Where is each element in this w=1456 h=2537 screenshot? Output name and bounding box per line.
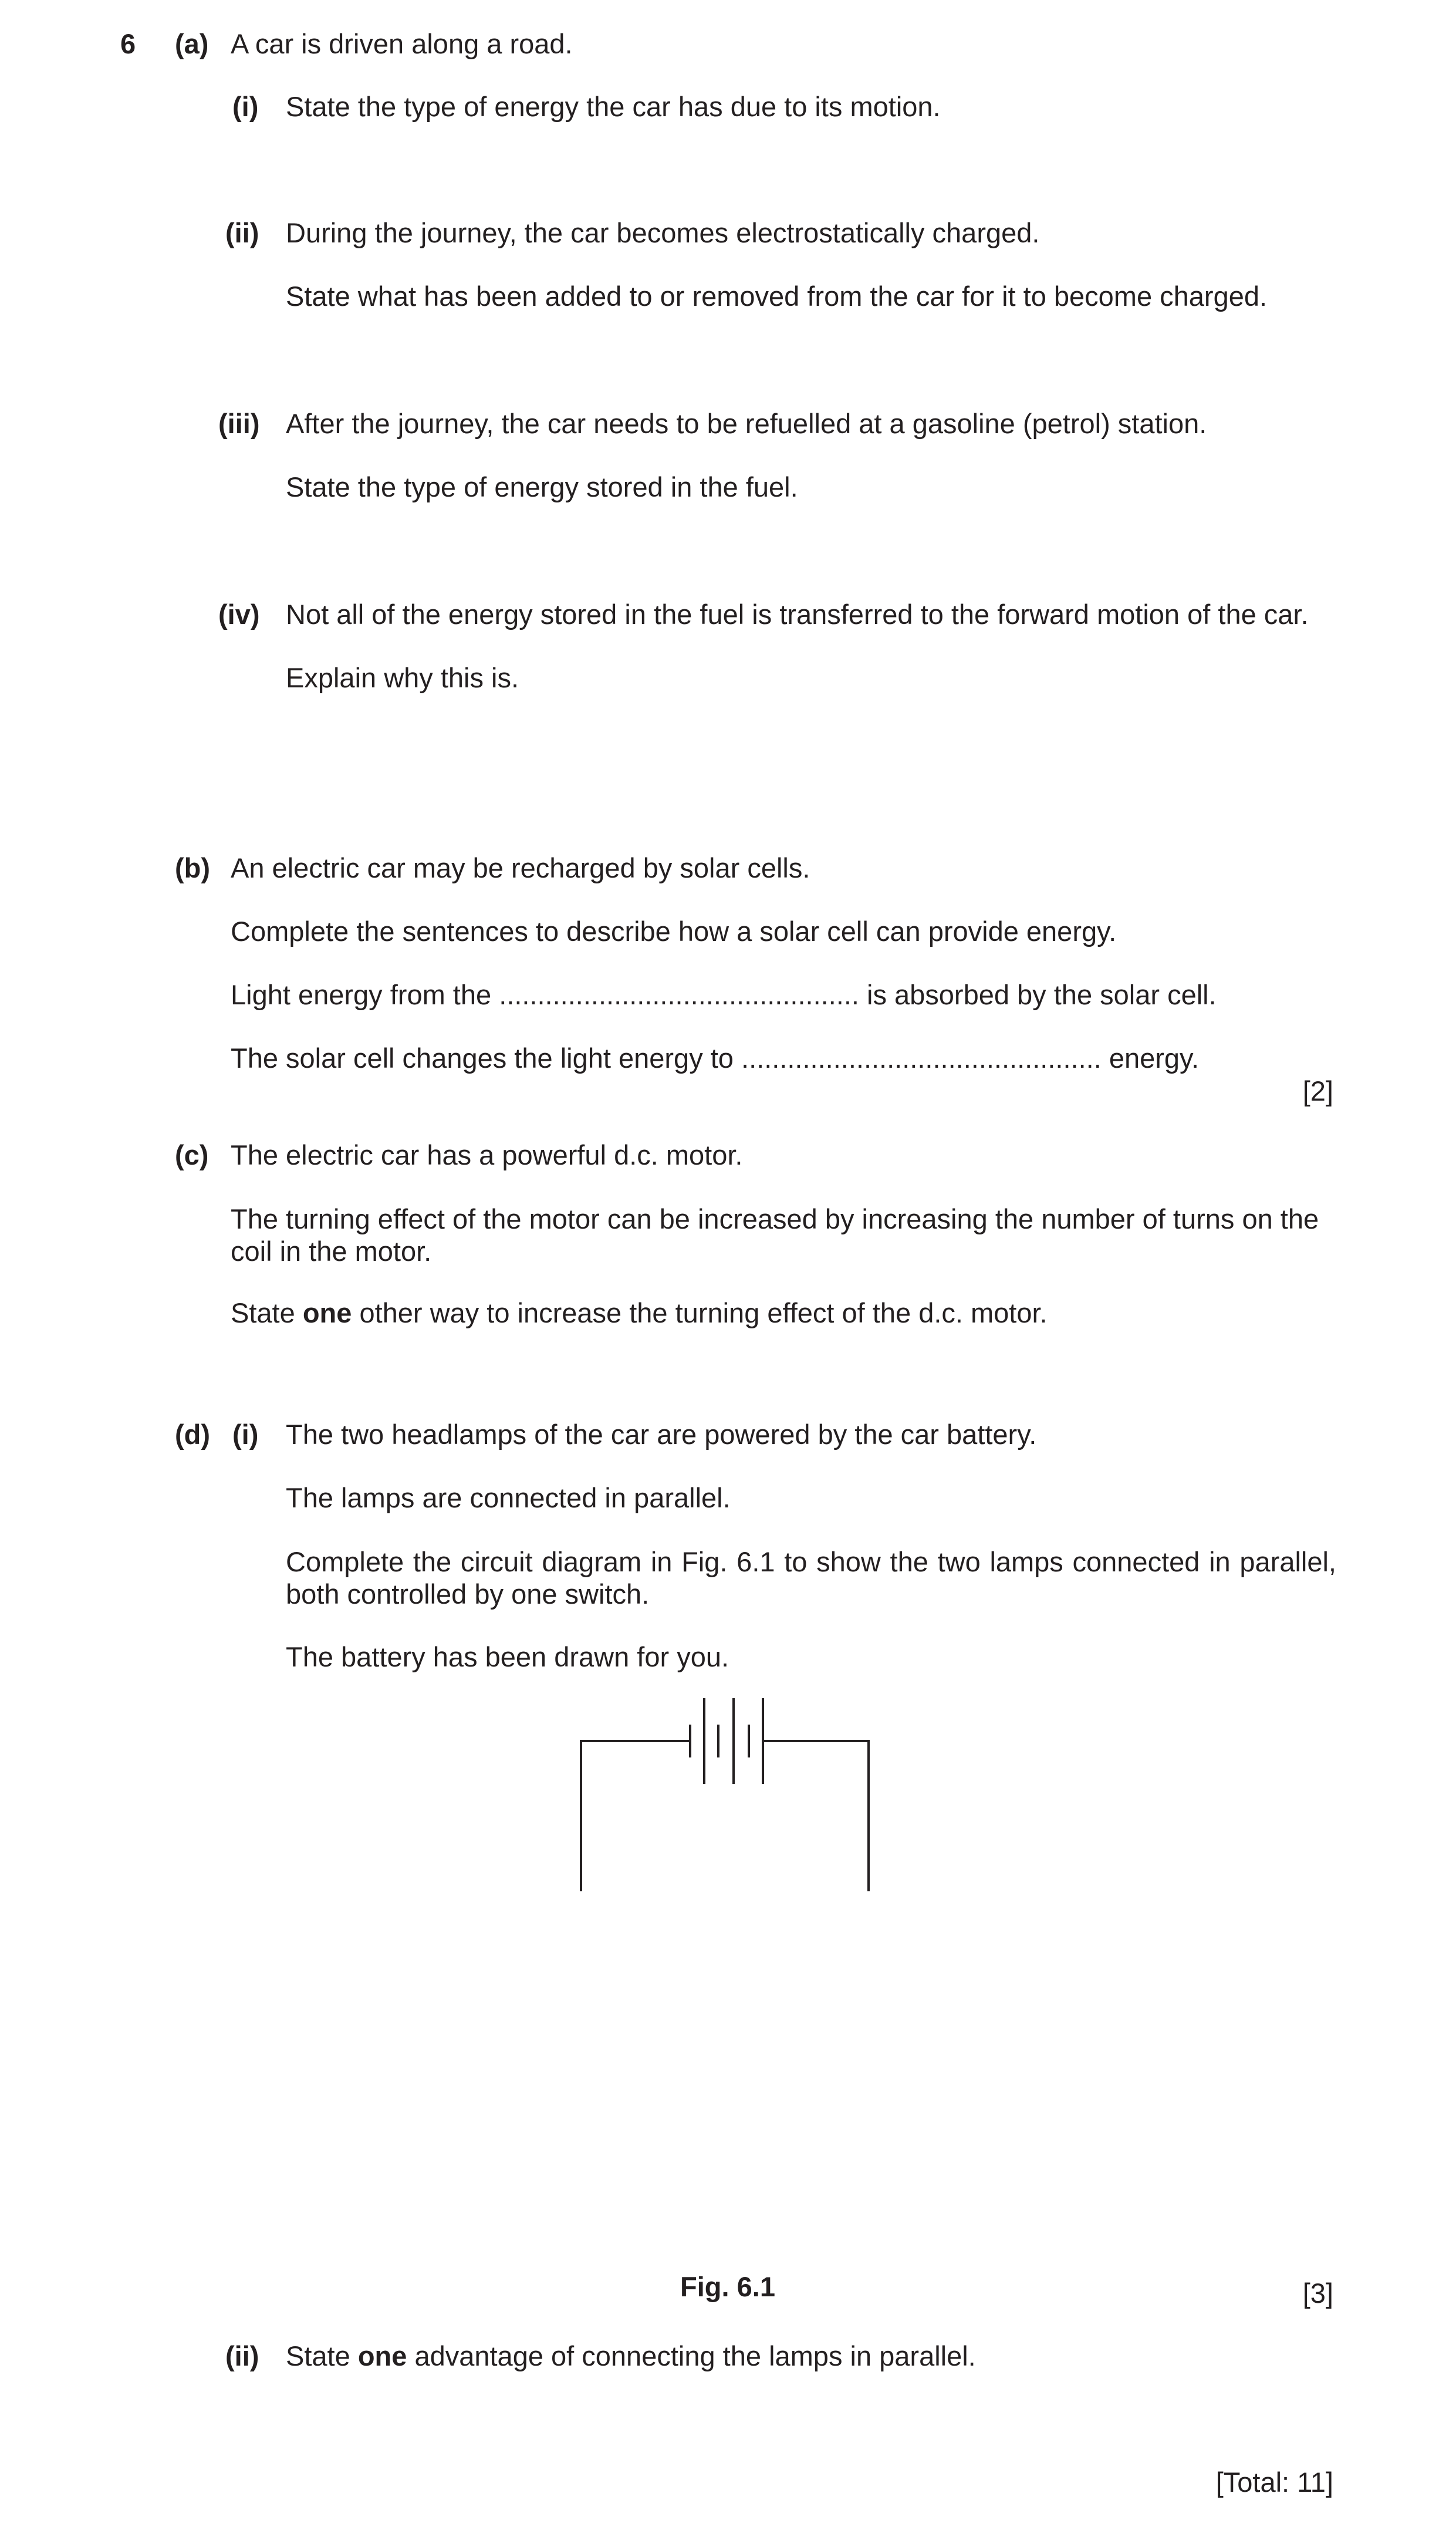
circuit-wire-left xyxy=(581,1741,690,1891)
circuit-wire-right xyxy=(763,1741,869,1891)
part-a-label: (a) xyxy=(175,28,209,59)
part-c-prompt-bold: one xyxy=(302,1297,352,1328)
sentence-2-post: energy. xyxy=(1109,1043,1200,1074)
part-a-iv-text1: Not all of the energy stored in the fuel is transferred to the forward motion of the car. xyxy=(286,599,1309,630)
part-d-i-text3: Complete the circuit diagram in Fig. 6.1 to show the two lamps connected in parallel, both controlled by one switch. xyxy=(286,1546,1336,1610)
part-c-prompt-pre: State xyxy=(231,1297,295,1328)
part-b-instruction: Complete the sentences to describe how a solar cell can provide energy. xyxy=(231,916,1117,947)
part-b-marks: [2] xyxy=(1302,1075,1333,1106)
part-d-i-text4: The battery has been drawn for you. xyxy=(286,1641,729,1672)
part-c-text: The turning effect of the motor can be increased by increasing the number of turns on the coil in the motor. xyxy=(231,1203,1319,1267)
part-b-label: (b) xyxy=(175,852,211,883)
part-d-i-text1: The two headlamps of the car are powered by the car battery. xyxy=(286,1419,1037,1450)
part-d-i-marks: [3] xyxy=(1302,2278,1333,2309)
part-a-iv-text2: Explain why this is. xyxy=(286,662,519,693)
part-a-ii-label: (ii) xyxy=(225,217,259,248)
sentence-2-pre: The solar cell changes the light energy to xyxy=(231,1043,734,1074)
sentence-1-post: is absorbed by the solar cell. xyxy=(867,979,1217,1010)
part-d-i-text2: The lamps are connected in parallel. xyxy=(286,1482,731,1513)
part-a-iii-text2: State the type of energy stored in the fuel. xyxy=(286,471,798,502)
part-c-stem: The electric car has a powerful d.c. motor. xyxy=(231,1139,743,1170)
part-a-i-text: State the type of energy the car has due to its motion. xyxy=(286,91,941,122)
part-c-label: (c) xyxy=(175,1139,209,1170)
battery-icon xyxy=(690,1698,763,1784)
part-d-label: (d) xyxy=(175,1419,211,1450)
part-d-ii-prompt-post: advantage of connecting the lamps in parallel. xyxy=(414,2340,976,2371)
part-a-i-label: (i) xyxy=(232,91,259,122)
part-b-stem: An electric car may be recharged by solar cells. xyxy=(231,852,810,883)
question-number: 6 xyxy=(120,28,136,59)
sentence-2-blank[interactable]: ............................................... xyxy=(741,1043,1102,1074)
part-a-stem: A car is driven along a road. xyxy=(231,28,573,59)
total-marks: [Total: 11] xyxy=(1215,2467,1333,2498)
figure-caption: Fig. 6.1 xyxy=(680,2271,775,2302)
part-a-iv-label: (iv) xyxy=(218,599,260,630)
part-a-ii-text1: During the journey, the car becomes electrostatically charged. xyxy=(286,217,1040,248)
part-a-iii-text1: After the journey, the car needs to be refuelled at a gasoline (petrol) station. xyxy=(286,408,1207,439)
part-d-i-label: (i) xyxy=(232,1419,259,1450)
sentence-1-pre: Light energy from the xyxy=(231,979,492,1010)
part-d-ii-label: (ii) xyxy=(225,2340,259,2371)
part-d-ii-prompt xyxy=(286,2340,976,2372)
part-c-prompt-post: other way to increase the turning effect of the d.c. motor. xyxy=(359,1297,1048,1328)
sentence-1-blank[interactable]: ............................................... xyxy=(499,979,859,1010)
part-d-ii-prompt-pre: State xyxy=(286,2340,350,2371)
part-a-ii-text2: State what has been added to or removed from the car for it to become charged. xyxy=(286,281,1268,312)
part-a-iii-label: (iii) xyxy=(218,408,260,439)
part-d-ii-prompt-bold: one xyxy=(357,2340,407,2371)
